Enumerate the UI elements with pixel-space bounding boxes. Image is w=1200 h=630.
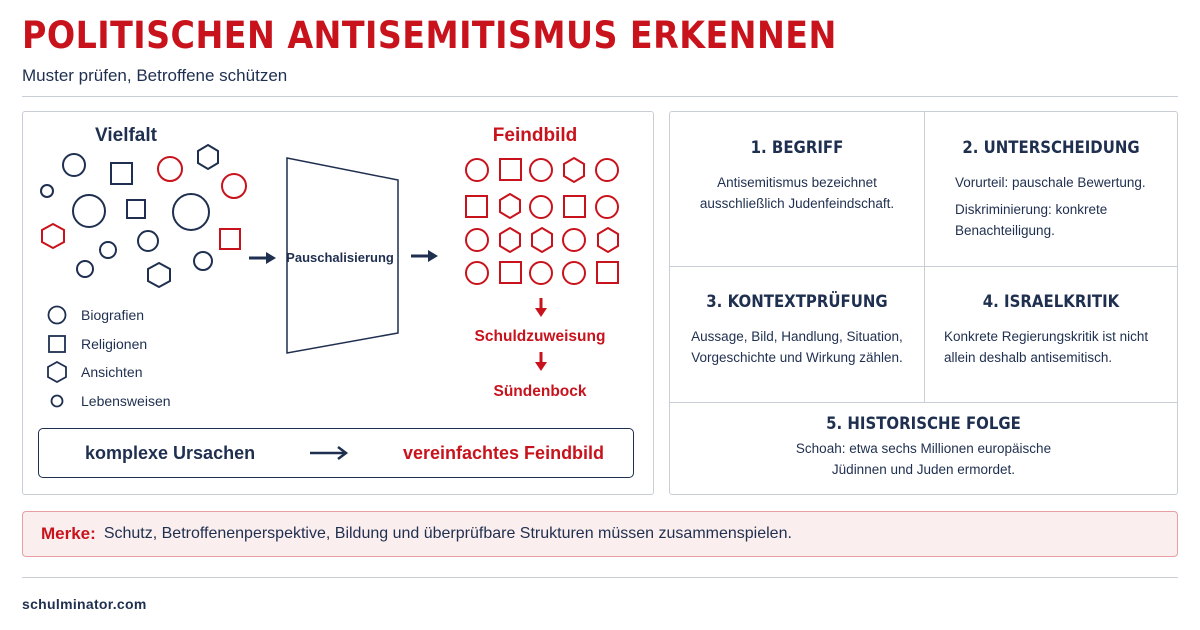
funnel-label: Pauschalisierung [286, 250, 394, 265]
diverse-square-icon [127, 200, 145, 218]
diverse-square-icon [111, 163, 132, 184]
uniform-circle-icon [563, 229, 585, 251]
card-kontextpruefung [670, 292, 924, 368]
card-text: Konkrete Regierungskritik ist nicht allein deshalb antisemitisch. [944, 329, 1149, 365]
uniform-hexagon-icon [500, 194, 520, 218]
diverse-circle-icon [138, 231, 158, 251]
diverse-circle-icon [222, 174, 246, 198]
diverse-hexagon-icon [198, 145, 218, 169]
header-divider [22, 96, 1178, 97]
diverse-square-icon [220, 229, 240, 249]
merke-text: Schutz, Betroffenenperspektive, Bildung und überprüfbare Strukturen müssen zusammenspielen. [103, 525, 792, 542]
card-title: 1. BEGRIFF [750, 138, 844, 158]
card-text: Antisemitismus bezeichnet ausschließlich Judenfeindschaft. [699, 175, 895, 211]
diversity-shapes [41, 145, 246, 287]
card-historische-folge [670, 414, 1177, 480]
feindbild-shapes [466, 158, 618, 284]
uniform-circle-icon [466, 262, 488, 284]
diverse-small-circle-icon [77, 261, 93, 277]
diverse-circle-icon [73, 195, 105, 227]
card-title: 3. KONTEXTPRÜFUNG [706, 292, 888, 312]
diverse-circle-icon [173, 194, 209, 230]
diverse-small-circle-icon [194, 252, 212, 270]
info-grid [669, 111, 1178, 495]
flow-right-label: vereinfachtes Feindbild [403, 443, 605, 463]
step-schuldzuweisung: Schuldzuweisung [474, 328, 606, 345]
legend-square-icon [49, 336, 65, 352]
card-israelkritik [924, 292, 1178, 368]
legend-label-religionen: Religionen [81, 336, 148, 352]
uniform-circle-icon [466, 229, 488, 251]
uniform-circle-icon [530, 159, 552, 181]
diverse-small-circle-icon [100, 242, 116, 258]
diverse-hexagon-icon [148, 263, 170, 287]
legend-circle-icon [49, 307, 66, 324]
merke-note [22, 511, 1178, 557]
step-suendenbock: Sündenbock [493, 383, 587, 400]
uniform-hexagon-icon [500, 228, 520, 252]
legend-label-ansichten: Ansichten [81, 364, 143, 380]
arrow-down-icon [535, 352, 547, 371]
uniform-circle-icon [466, 159, 488, 181]
uniform-circle-icon [530, 196, 552, 218]
card-title: 5. HISTORISCHE FOLGE [826, 414, 1021, 434]
arrow-to-funnel-icon [249, 252, 276, 264]
arrow-down-icon [535, 298, 547, 317]
card-title: 4. ISRAELKRITIK [982, 292, 1120, 312]
legend-label-biografien: Biografien [81, 307, 145, 323]
uniform-square-icon [597, 262, 618, 283]
uniform-hexagon-icon [532, 228, 552, 252]
feindbild-heading: Feindbild [492, 125, 578, 146]
uniform-square-icon [564, 196, 585, 217]
page-subtitle: Muster prüfen, Betroffene schützen [22, 66, 288, 85]
uniform-hexagon-icon [598, 228, 618, 252]
card-text: Vorurteil: pauschale Bewertung. [955, 175, 1146, 190]
uniform-circle-icon [530, 262, 552, 284]
diverse-hexagon-icon [42, 224, 64, 248]
card-title: 2. UNTERSCHEIDUNG [962, 138, 1140, 158]
card-text: Aussage, Bild, Handlung, Situation, Vorgeschichte und Wirkung zählen. [691, 329, 903, 365]
legend-hexagon-icon [48, 362, 66, 382]
uniform-square-icon [500, 262, 521, 283]
uniform-square-icon [500, 159, 521, 180]
uniform-square-icon [466, 196, 487, 217]
legend-label-lebensweisen: Lebensweisen [81, 393, 171, 409]
flow-arrow-icon [308, 445, 354, 461]
grid-horizontal-divider [670, 402, 1177, 403]
card-text: Diskriminierung: konkrete Benachteiligung. [955, 202, 1108, 238]
card-begriff [670, 138, 924, 214]
flow-summary-box [38, 428, 634, 478]
card-unterscheidung [924, 138, 1178, 241]
uniform-circle-icon [596, 196, 618, 218]
arrow-from-funnel-icon [411, 250, 438, 262]
diverse-circle-icon [63, 154, 85, 176]
grid-horizontal-divider [670, 266, 1177, 267]
uniform-hexagon-icon [564, 158, 584, 182]
diverse-circle-icon [158, 157, 182, 181]
vielfalt-heading: Vielfalt [95, 125, 157, 146]
uniform-circle-icon [596, 159, 618, 181]
diagram-panel [22, 111, 654, 495]
diverse-small-circle-icon [41, 185, 53, 197]
footer-divider [22, 577, 1178, 578]
page-title: POLITISCHEN ANTISEMITISMUS ERKENNEN [22, 14, 837, 57]
flow-left-label: komplexe Ursachen [85, 443, 256, 463]
footer-site: schulminator.com [22, 596, 147, 612]
card-text: Schoah: etwa sechs Millionen europäische Jüdinnen und Juden ermordet. [795, 441, 1052, 477]
uniform-circle-icon [563, 262, 585, 284]
legend [48, 307, 66, 407]
legend-small-circle-icon [52, 396, 63, 407]
merke-label: Merke: [41, 524, 96, 543]
